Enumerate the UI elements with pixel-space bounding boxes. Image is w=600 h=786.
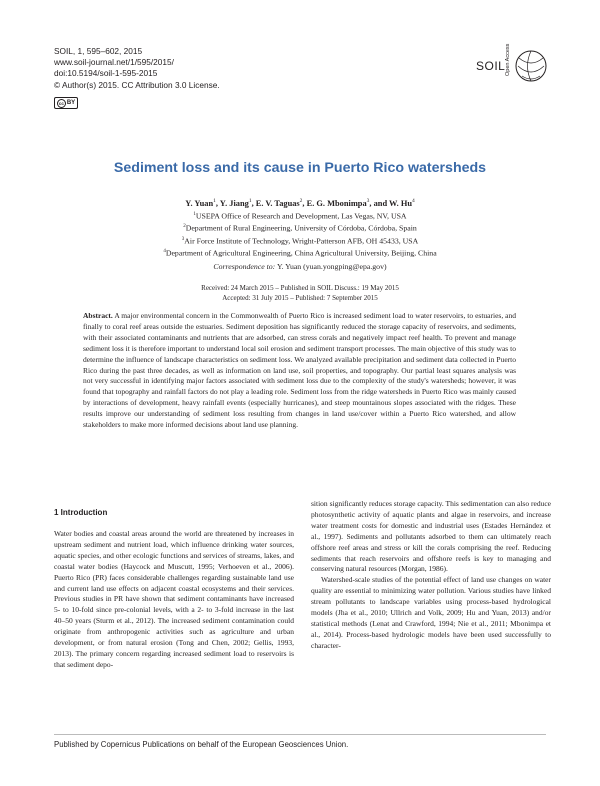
journal-header <box>54 46 220 91</box>
section-heading-introduction: 1 Introduction <box>54 508 108 517</box>
article-url[interactable]: www.soil-journal.net/1/595/2015/ <box>54 57 174 68</box>
author-affiliation: 1 <box>213 198 216 204</box>
cc-by-label: BY <box>66 100 76 106</box>
intro-column-left: Water bodies and coastal areas around the world are threatened by increases in upstream sediment and nutrient load, which influence drinking water sources, aquatic species, and other ecologic functions and services of streams, lakes, and coastal water bodies (Haycock and Muscutt, 1995; Verhoeven et al., 2006). Puerto Rico (PR) faces considerable challenges regarding sustainable land use and current land use effects on adjacent coastal ecosystems and their services. Previous studies in PR have shown that sediment contaminants have increased 5- to 10-fold since pre-colonial levels, with a 2- to 3-fold increase in the last 40–50 years (Sturm et al., 2012). The increased sediment contamination could originate from anthropogenic activities such as agriculture and urban development, or from natural erosion (Tong and Chen, 2002; Gellis, 1993, 2013). The primary concern regarding increased sediment load to reservoirs is that sediment depo- <box>54 529 294 669</box>
abstract <box>83 311 516 431</box>
author-name: W. Hu <box>389 198 413 208</box>
affiliation-line: $^4$Department of Agricultural Engineering, China Agricultural University, Beijing, China <box>163 248 437 258</box>
author-name: E. G. Mbonimpa <box>306 198 367 208</box>
author-affiliation: 3 <box>366 198 370 204</box>
author-affiliation: 2 <box>299 198 303 204</box>
doi[interactable]: doi:10.5194/soil-1-595-2015 <box>54 68 158 79</box>
cc-license-icon[interactable] <box>54 97 78 109</box>
dates-received: Received: 24 March 2015 – Published in SOIL Discuss.: 19 May 2015 <box>201 284 399 292</box>
author-name: Y. Yuan <box>185 198 214 208</box>
license-text: © Author(s) 2015. CC Attribution 3.0 License. <box>54 79 220 90</box>
author-affiliation: 4 <box>412 198 415 204</box>
correspondence-label: Correspondence to: <box>213 262 276 271</box>
abstract-text: A major environmental concern in the Commonwealth of Puerto Rico is increased sediment load to water reservoirs, to estuaries, and finally to coral reef areas outside the estuaries. Sediment deposition has significantly reduced the storage capacity of reservoirs, and sediments, with their associated contaminants and nutrients that are adsorbed, can stress corals and negatively impact reef health. To prevent and manage sediment loss it is therefore important to understand local soil erosion and sediment transport processes. The main objective of this study was to determine the influence of landscape characteristics on sediment loss. We analyzed available precipitation and sediment data collected in Puerto Rico during the past three decades, as well as information on land use, soil properties, and topography. Our partial least squares analysis was not very successful in identifying major factors associated with sediment loss due to the complexity of the study's watersheds; however, it was found that topography and rainfall factors do not play a leading role. Sediment loss from the ridge watersheds in Puerto Rico was mainly caused by interactions of development, heavy rainfall events (especially hurricanes), and steep mountainous slopes associated with the ridges. These results improve our understanding of sediment loss resulting from changes in land use/cover within a Puerto Rico watershed, and allow stakeholders to make more informed decisions about land use planning. <box>83 311 516 430</box>
intro-paragraph: Watershed-scale studies of the potential effect of land use changes on water quality are essential to minimizing water pollution. Various studies have linked stream pollutants to landscape variables using process-based hydrological models (Jha et al., 2010; Ullrich and Volk, 2009; Hu and Yuan, 2013) and/or statistical methods (Lenat and Crawford, 1994; Nie et al., 2011; Mbonimpa et al., 2014). Process-based hydrologic models have been used successfully to character- <box>311 575 551 650</box>
abstract-label: Abstract. <box>83 311 113 320</box>
soil-globe-logo-icon <box>514 44 548 88</box>
author-name: E. V. Taguas <box>255 198 300 208</box>
citation: SOIL, 1, 595–602, 2015 <box>54 46 143 56</box>
correspondence <box>0 262 600 271</box>
dates-accepted: Accepted: 31 July 2015 – Published: 7 September 2015 <box>222 294 378 302</box>
footer-divider <box>54 734 546 735</box>
open-access-label: Open Access <box>505 43 511 76</box>
author-affiliation: 1 <box>248 198 252 204</box>
author-list: Y. Yuan$^1$, Y. Jiang$^1$, E. V. Taguas$^2$, E. G. Mbonimpa$^3$, and W. Hu$^4$ <box>185 198 415 208</box>
affiliation-line: $^1$USEPA Office of Research and Development, Las Vegas, NV, USA <box>193 211 407 221</box>
affiliation-line: $^2$Department of Rural Engineering, University of Córdoba, Córdoba, Spain <box>183 223 417 233</box>
affiliation-line: $^3$Air Force Institute of Technology, Wright-Patterson AFB, OH 45433, USA <box>181 236 419 246</box>
publication-dates <box>0 283 600 303</box>
journal-name: SOIL <box>476 59 506 73</box>
publisher-footer: Published by Copernicus Publications on behalf of the European Geosciences Union. <box>54 740 349 749</box>
intro-column-right <box>311 499 551 652</box>
author-name: Y. Jiang <box>219 198 249 208</box>
affiliation-list <box>0 210 600 260</box>
intro-paragraph: sition significantly reduces storage capacity. This sedimentation can also reduce photosynthetic activity of aquatic plants and algae in reservoirs, and increase water treatment costs for domestic and industrial uses (Estades Hernández et al., 1997). Sediments and pollutants adsorbed to them can ultimately reach offshore reef areas and stress or kill the corals comprising the reef. Reducing sediments that reach reservoirs and offshore reefs is key to managing and conserving natural resources (Morgan, 1986). <box>311 499 551 574</box>
paper-title: Sediment loss and its cause in Puerto Rico watersheds <box>113 160 487 176</box>
correspondence-contact[interactable]: Y. Yuan (yuan.yongping@epa.gov) <box>276 262 387 271</box>
cc-badge-label: cc <box>58 100 64 106</box>
